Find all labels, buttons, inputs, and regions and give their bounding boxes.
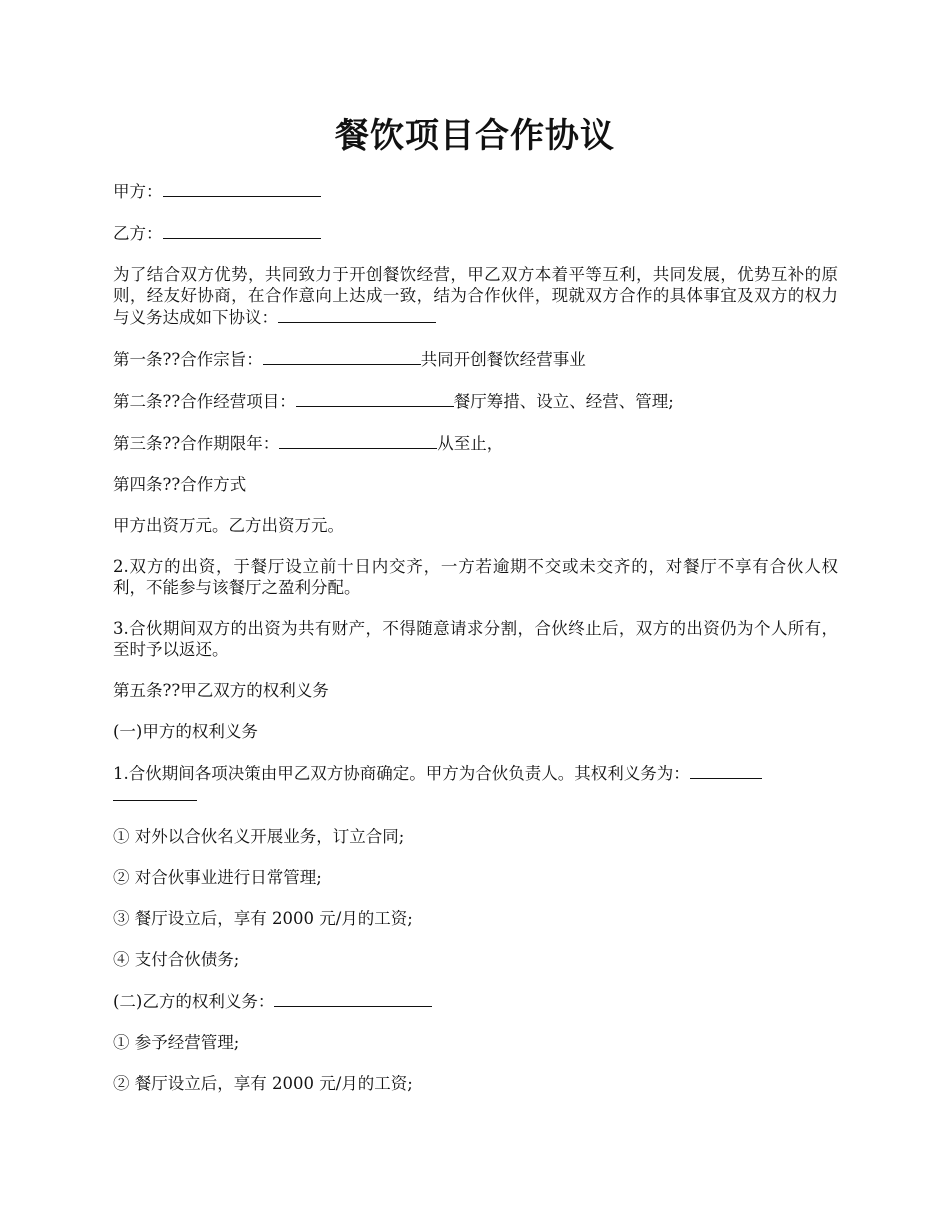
article-3-text: 从至止， bbox=[437, 434, 504, 453]
section-a-item-1 bbox=[113, 762, 838, 806]
section-a-item-1-blank-part-2 bbox=[113, 784, 197, 801]
section-a-list-item: ① 对外以合伙名义开展业务，订立合同; bbox=[113, 827, 405, 846]
article-1-label: 第一条??合作宗旨： bbox=[113, 350, 263, 369]
party-a-line bbox=[113, 180, 838, 202]
party-a-blank bbox=[163, 180, 321, 197]
intro-text: 为了结合双方优势，共同致力于开创餐饮经营，甲乙双方本着平等互利，共同发展，优势互补的原则，经友好协商，在合作意向上达成一致，结为合作伙伴，现就双方合作的具体事宜及双方的权力与义务达成如下协议： bbox=[113, 265, 838, 327]
article-4-item-3: 3.合伙期间双方的出资为共有财产，不得随意请求分割，合伙终止后，双方的出资仍为个人所有，至时予以返还。 bbox=[113, 619, 838, 659]
party-a-label: 甲方： bbox=[113, 182, 163, 201]
article-2-label: 第二条??合作经营项目： bbox=[113, 392, 296, 411]
article-1-text: 共同开创餐饮经营事业 bbox=[420, 350, 586, 369]
article-1 bbox=[113, 348, 838, 370]
section-a-list-item: ② 对合伙事业进行日常管理; bbox=[113, 868, 322, 887]
section-b-heading bbox=[113, 990, 838, 1012]
article-3-label: 第三条??合作期限年： bbox=[113, 434, 280, 453]
article-3-blank bbox=[279, 432, 437, 449]
article-4-item-1: 甲方出资万元。乙方出资万元。 bbox=[113, 516, 344, 535]
article-2-text: 餐厅筹措、设立、经营、管理; bbox=[453, 392, 674, 411]
intro-blank bbox=[278, 306, 436, 323]
document-title: 餐饮项目合作协议 bbox=[335, 116, 615, 156]
article-3 bbox=[113, 432, 838, 454]
party-b-line bbox=[113, 222, 838, 244]
article-2 bbox=[113, 390, 838, 412]
article-4-item-2: 2.双方的出资，于餐厅设立前十日内交齐，一方若逾期不交或未交齐的，对餐厅不享有合伙人权利，不能参与该餐厅之盈利分配。 bbox=[113, 557, 838, 597]
article-1-blank bbox=[263, 348, 421, 365]
section-b-list-item: ② 餐厅设立后，享有 2000 元/月的工资; bbox=[113, 1074, 413, 1093]
intro-paragraph bbox=[113, 264, 838, 328]
article-5-heading: 第五条??甲乙双方的权利义务 bbox=[113, 681, 329, 700]
section-a-heading: (一)甲方的权利义务 bbox=[113, 722, 258, 741]
section-b-heading-text: (二)乙方的权利义务： bbox=[113, 992, 275, 1011]
section-a-item-1-text: 1.合伙期间各项决策由甲乙双方协商确定。甲方为合伙负责人。其权利义务为： bbox=[113, 764, 690, 783]
party-b-blank bbox=[163, 222, 321, 239]
section-a-list-item: ③ 餐厅设立后，享有 2000 元/月的工资; bbox=[113, 909, 413, 928]
section-a-item-1-blank-part-1 bbox=[690, 762, 762, 779]
section-a-list-item: ④ 支付合伙债务; bbox=[113, 950, 240, 969]
article-4-heading: 第四条??合作方式 bbox=[113, 475, 247, 494]
document-body bbox=[113, 180, 838, 1114]
article-2-blank bbox=[296, 390, 454, 407]
party-b-label: 乙方： bbox=[113, 224, 163, 243]
section-b-list-item: ① 参予经营管理; bbox=[113, 1033, 240, 1052]
section-b-blank bbox=[274, 990, 432, 1007]
